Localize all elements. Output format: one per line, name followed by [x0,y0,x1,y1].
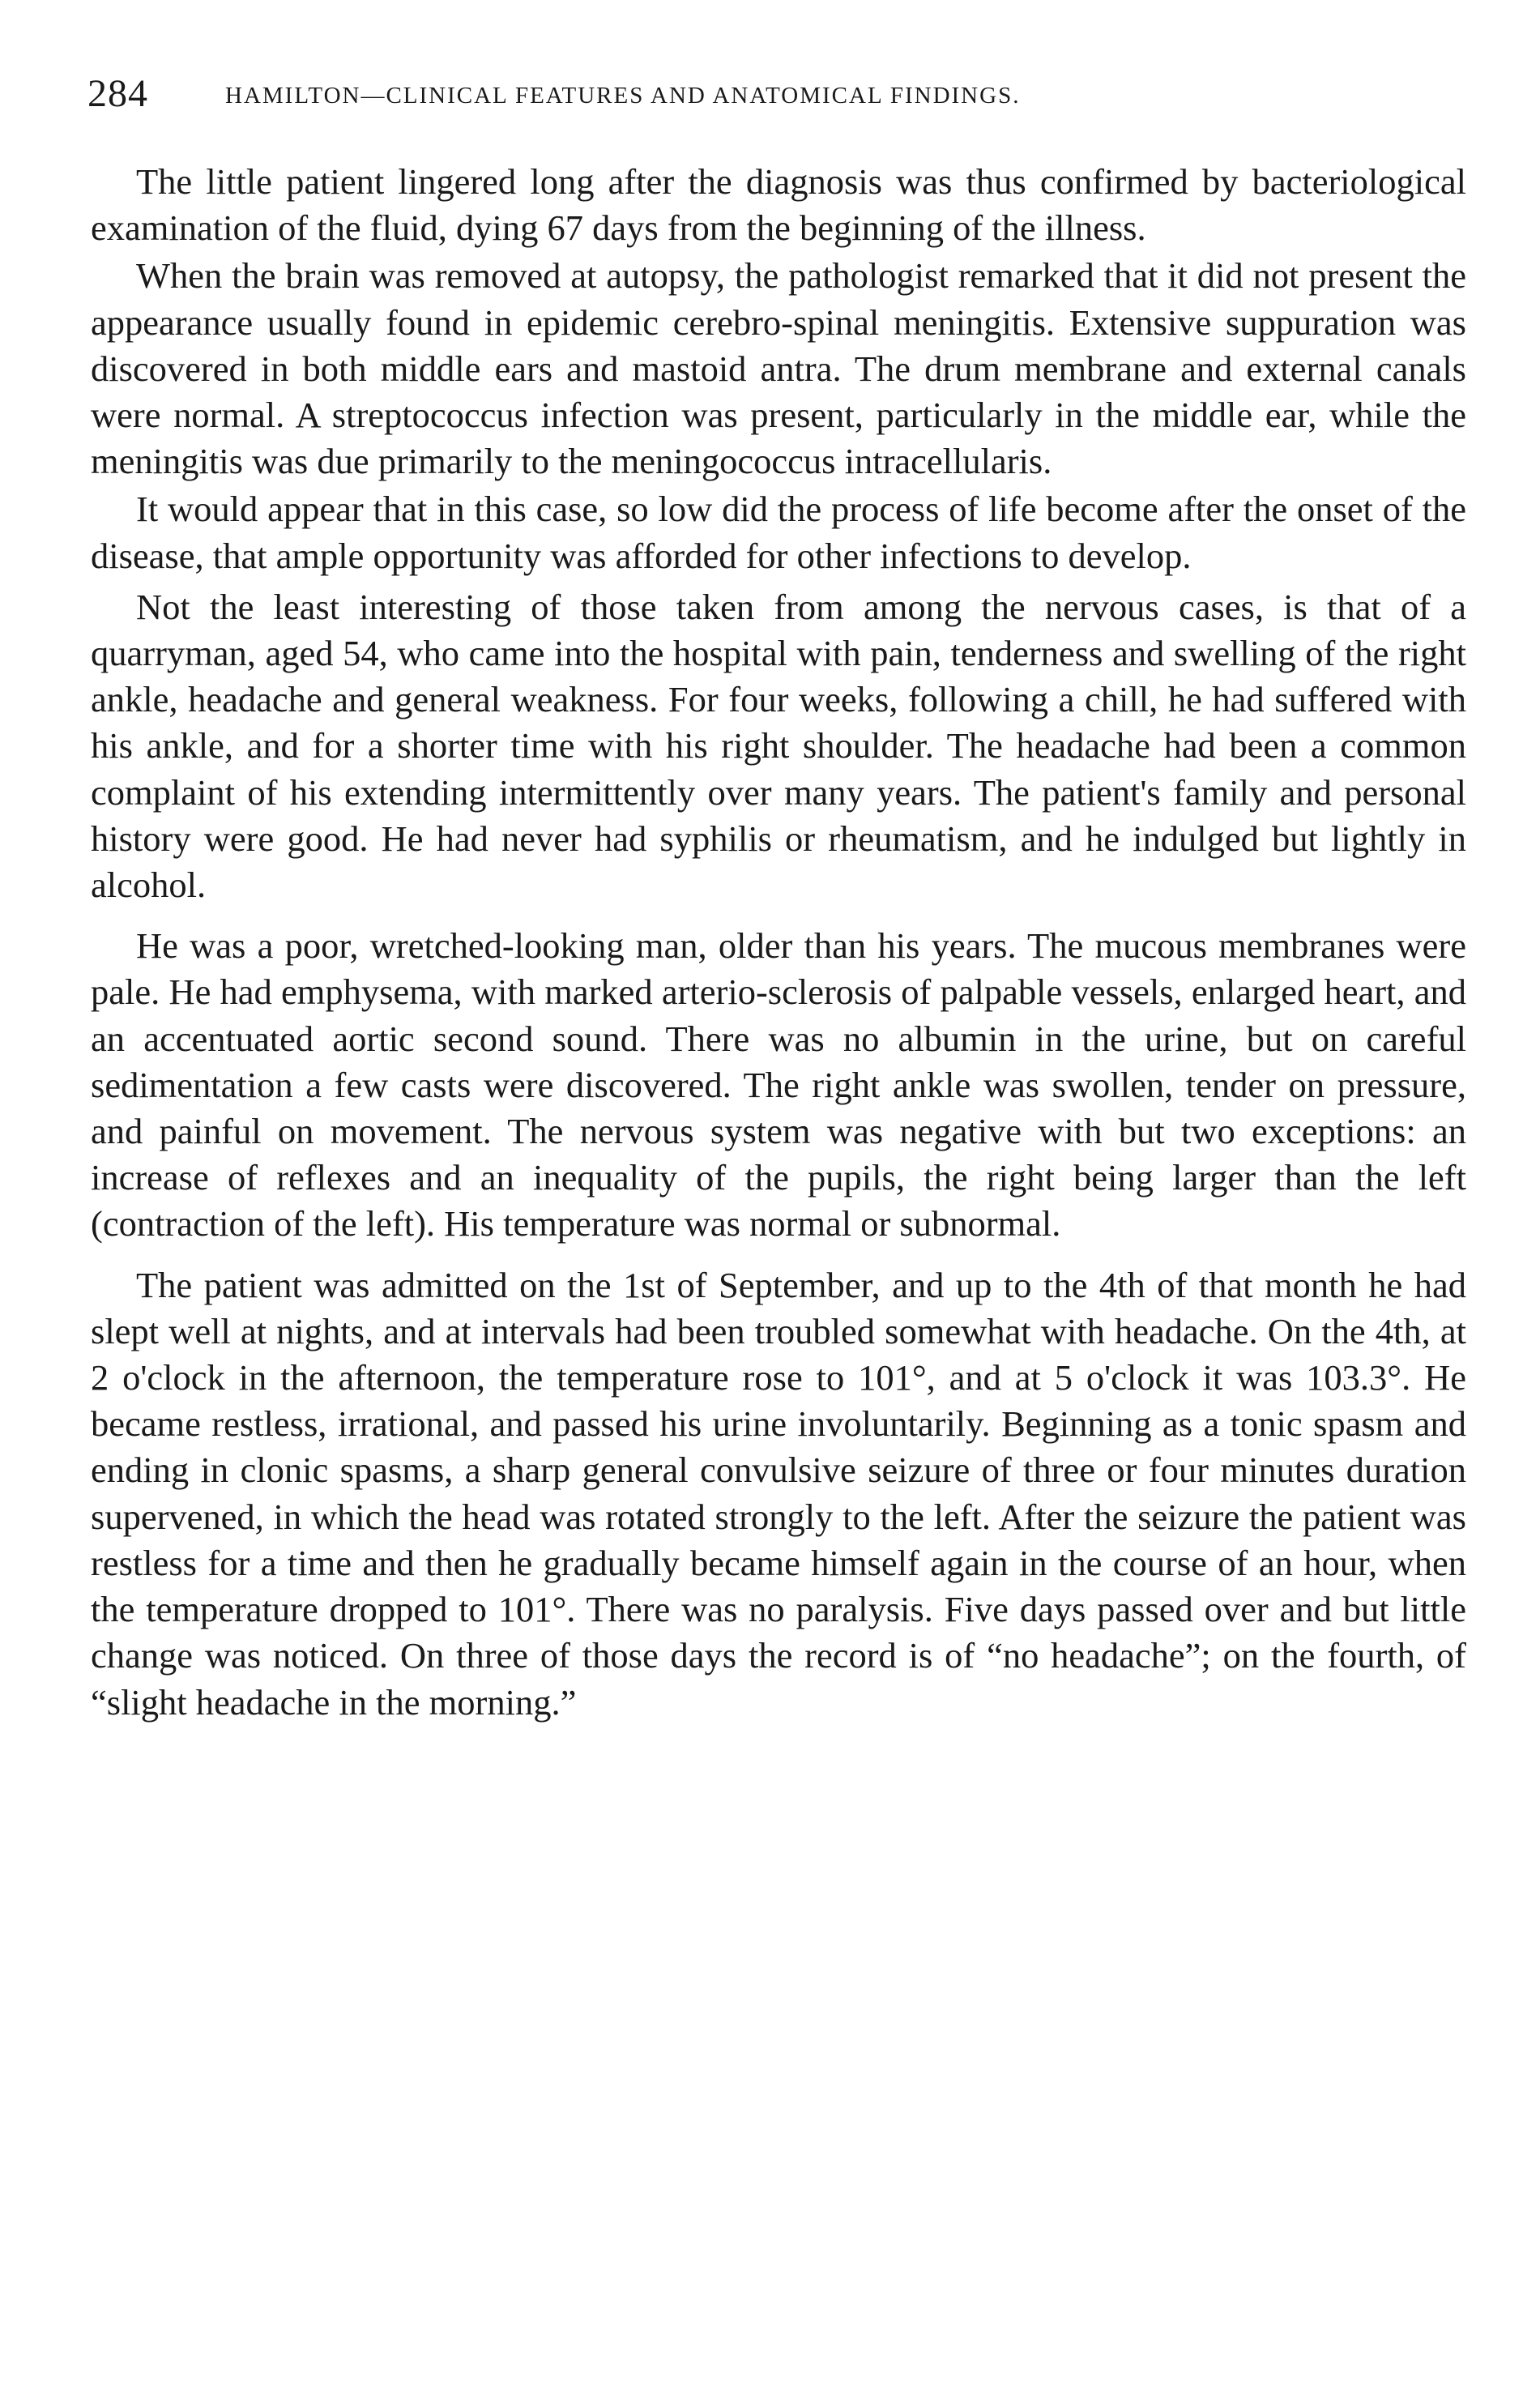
running-head [87,71,1465,120]
paragraph: Not the least interesting of those taken from among the nervous cases, is that of a quarryman, aged 54, who came into the hospital with pain, tenderness and swelling of the right ankle, headache and general weakness. For four weeks, following a chill, he had suffered with his ankle, and for a shorter time with his right shoulder. The headache had been a common complaint of his extending intermittently over many years. The patient's family and personal history were good. He had never had syphilis or rheumatism, and he indulged but lightly in alcohol. [91,586,1466,906]
body-text [91,159,1466,1732]
paragraph: It would appear that in this case, so low did the process of life become after the onset of the disease, that ample opportunity was afforded for other infections to develop. [91,489,1466,576]
paragraph: The little patient lingered long after the diagnosis was thus confirmed by bacteriological examination of the fluid, dying 67 days from the beginning of the illness. [91,161,1466,249]
page-number: 284 [87,72,148,115]
paragraph: When the brain was removed at autopsy, the pathologist remarked that it did not present the appearance usually found in epidemic cerebro-spinal meningitis. Extensive suppuration was discovered in both middle ears and mastoid antra. The drum membrane and external canals were normal. A streptococcus infection was present, particularly in the middle ear, while the meningitis was due primarily to the meningococcus intracellularis. [91,255,1466,482]
paragraph: He was a poor, wretched-looking man, older than his years. The mucous membranes were pale. He had emphysema, with marked arterio-sclerosis of palpable vessels, enlarged heart, and an accentuated aortic second sound. There was no albumin in the urine, but on careful sedimentation a few casts were discovered. The right ankle was swollen, tender on pressure, and painful on movement. The nervous system was negative with but two exceptions: an increase of reflexes and an inequality of the pupils, the right being larger than the left (contraction of the left). His temperature was normal or subnormal. [91,925,1466,1245]
paragraph: The patient was admitted on the 1st of September, and up to the 4th of that month he had slept well at nights, and at intervals had been troubled somewhat with headache. On the 4th, at 2 o'clock in the afternoon, the temperature rose to 101°, and at 5 o'clock it was 103.3°. He became restless, irrational, and passed his urine involuntarily. Beginning as a tonic spasm and ending in clonic spasms, a sharp general convulsive seizure of three or four minutes duration supervened, in which the head was rotated strongly to the left. After the seizure the patient was restless for a time and then he gradually became himself again in the course of an hour, when the temperature dropped to 101°. There was no paralysis. Five days passed over and but little change was noticed. On three of those days the record is of “no headache”; on the fourth, of “slight headache in the morning.” [91,1264,1466,1723]
running-title: HAMILTON—CLINICAL FEATURES AND ANATOMICAL FINDINGS. [225,83,1021,109]
